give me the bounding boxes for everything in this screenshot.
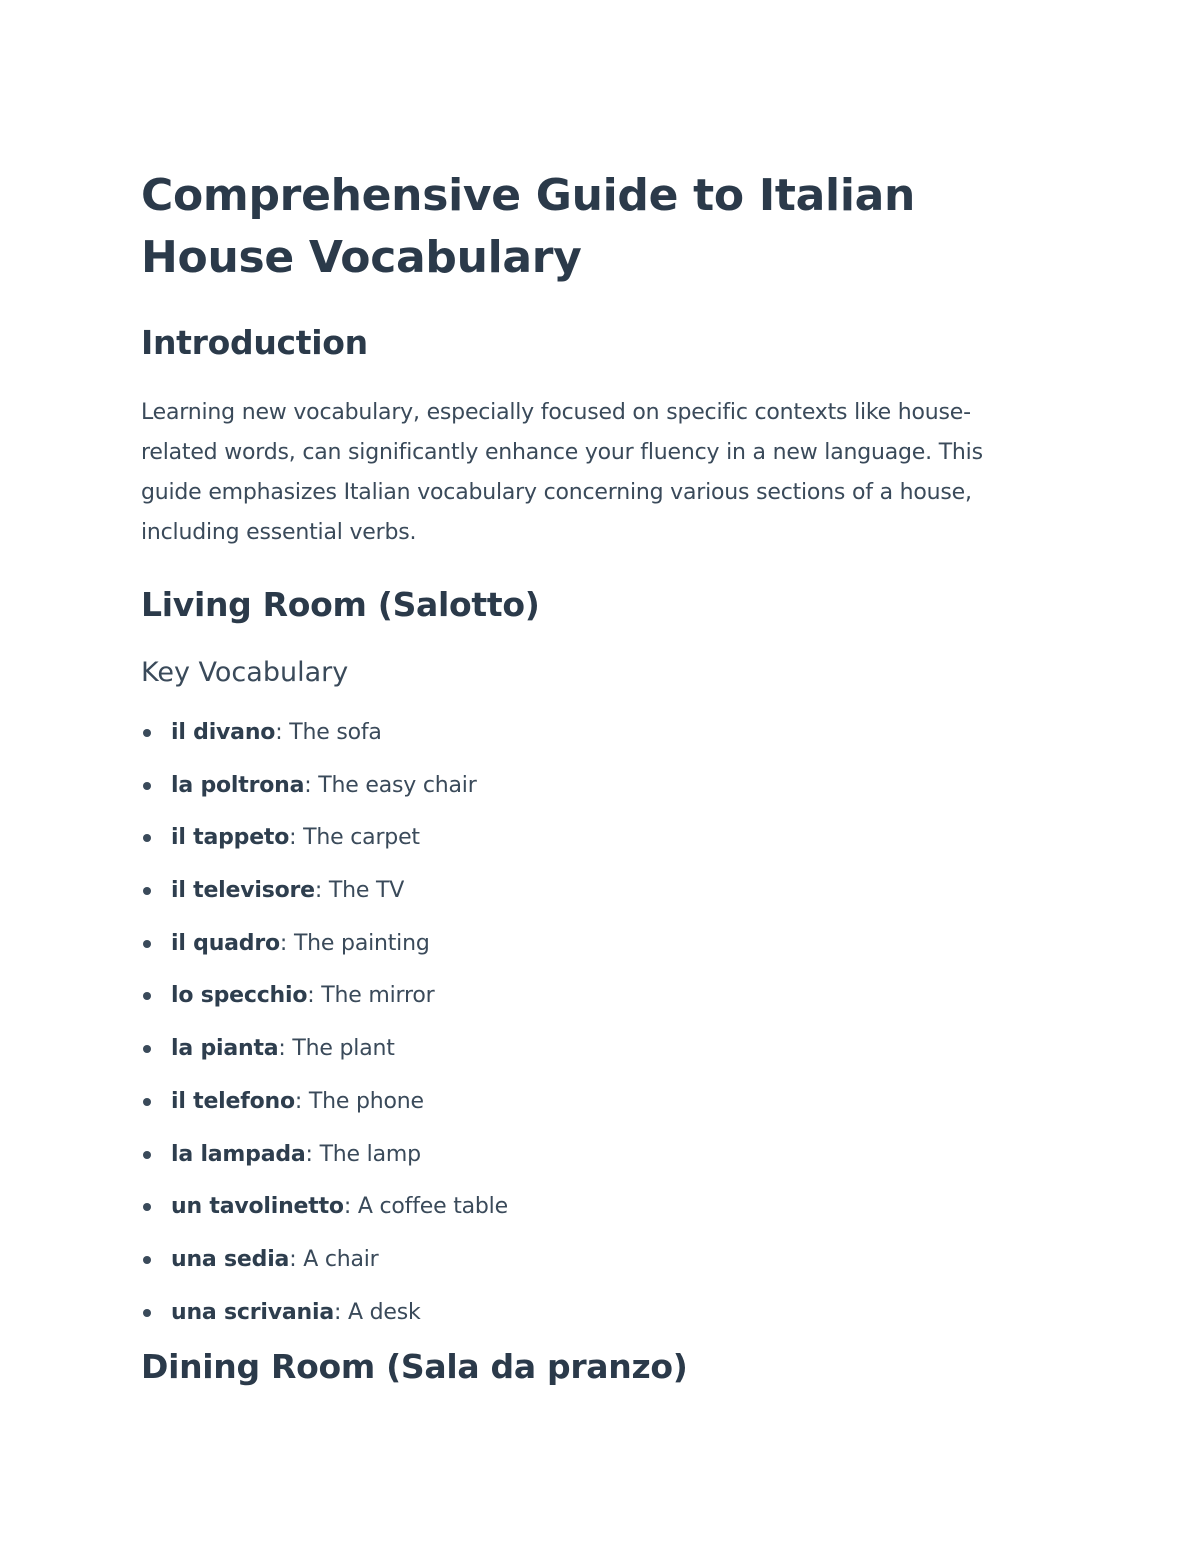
vocab-meaning: The lamp [319,1141,421,1167]
vocab-meaning: The phone [308,1088,424,1114]
bullet-icon [143,1203,151,1211]
vocab-meaning: A coffee table [357,1194,508,1220]
list-item: una scrivania: A desk [141,1293,1041,1333]
bullet-icon [143,834,151,842]
bullet-icon [143,992,151,1000]
living-room-heading: Living Room (Salotto) [141,585,540,624]
vocab-term: il televisore [171,878,315,904]
key-vocabulary-subheading: Key Vocabulary [141,657,349,688]
bullet-icon [143,887,151,895]
list-item: il divano: The sofa [141,713,1041,753]
vocab-term: una scrivania [171,1299,334,1325]
list-item: la pianta: The plant [141,1029,1041,1069]
vocab-term: il tappeto [171,825,290,851]
list-item: il telefono: The phone [141,1082,1041,1122]
vocab-term: la lampada [171,1141,306,1167]
vocab-term: la poltrona [171,772,305,798]
vocab-term: lo specchio [171,983,308,1009]
vocab-meaning: The easy chair [318,772,477,798]
page-title: Comprehensive Guide to Italian House Vocabulary [141,170,916,283]
vocab-term: un tavolinetto [171,1194,344,1220]
vocab-term: una sedia [171,1246,290,1272]
list-item: il televisore: The TV [141,871,1041,911]
list-item: una sedia: A chair [141,1240,1041,1280]
living-room-vocabulary-list [141,713,1041,1333]
vocab-meaning: The mirror [321,983,435,1009]
vocab-meaning: The sofa [289,720,382,745]
list-item: la poltrona: The easy chair [141,766,1041,806]
list-item: il tappeto: The carpet [141,818,1041,858]
list-item: il quadro: The painting [141,924,1041,964]
vocab-meaning: A chair [303,1246,379,1272]
bullet-icon [143,1151,151,1159]
vocab-meaning: The plant [292,1036,395,1062]
vocab-meaning: The painting [293,930,430,956]
introduction-heading: Introduction [141,323,368,362]
bullet-icon [143,940,151,948]
vocab-term: il telefono [171,1088,295,1114]
document-page [141,165,1041,1389]
vocab-term: la pianta [171,1036,279,1062]
bullet-icon [143,729,151,737]
vocab-meaning: The TV [328,878,405,904]
introduction-paragraph: Learning new vocabulary, especially focused on specific contexts like house-related words, can significantly enhance your fluency in a new language. This guide emphasizes Italian vocabulary concerning various sections of a house, including essential verbs. [141,400,983,545]
vocab-meaning: A desk [348,1299,421,1325]
bullet-icon [143,1309,151,1317]
vocab-term: il divano [171,720,276,745]
bullet-icon [143,1045,151,1053]
vocab-term: il quadro [171,930,280,956]
vocab-meaning: The carpet [303,825,420,851]
dining-room-heading: Dining Room (Sala da pranzo) [141,1347,688,1387]
list-item: un tavolinetto: A coffee table [141,1187,1041,1227]
list-item: lo specchio: The mirror [141,976,1041,1016]
list-item: la lampada: The lamp [141,1135,1041,1175]
bullet-icon [143,782,151,790]
bullet-icon [143,1098,151,1106]
bullet-icon [143,1256,151,1264]
